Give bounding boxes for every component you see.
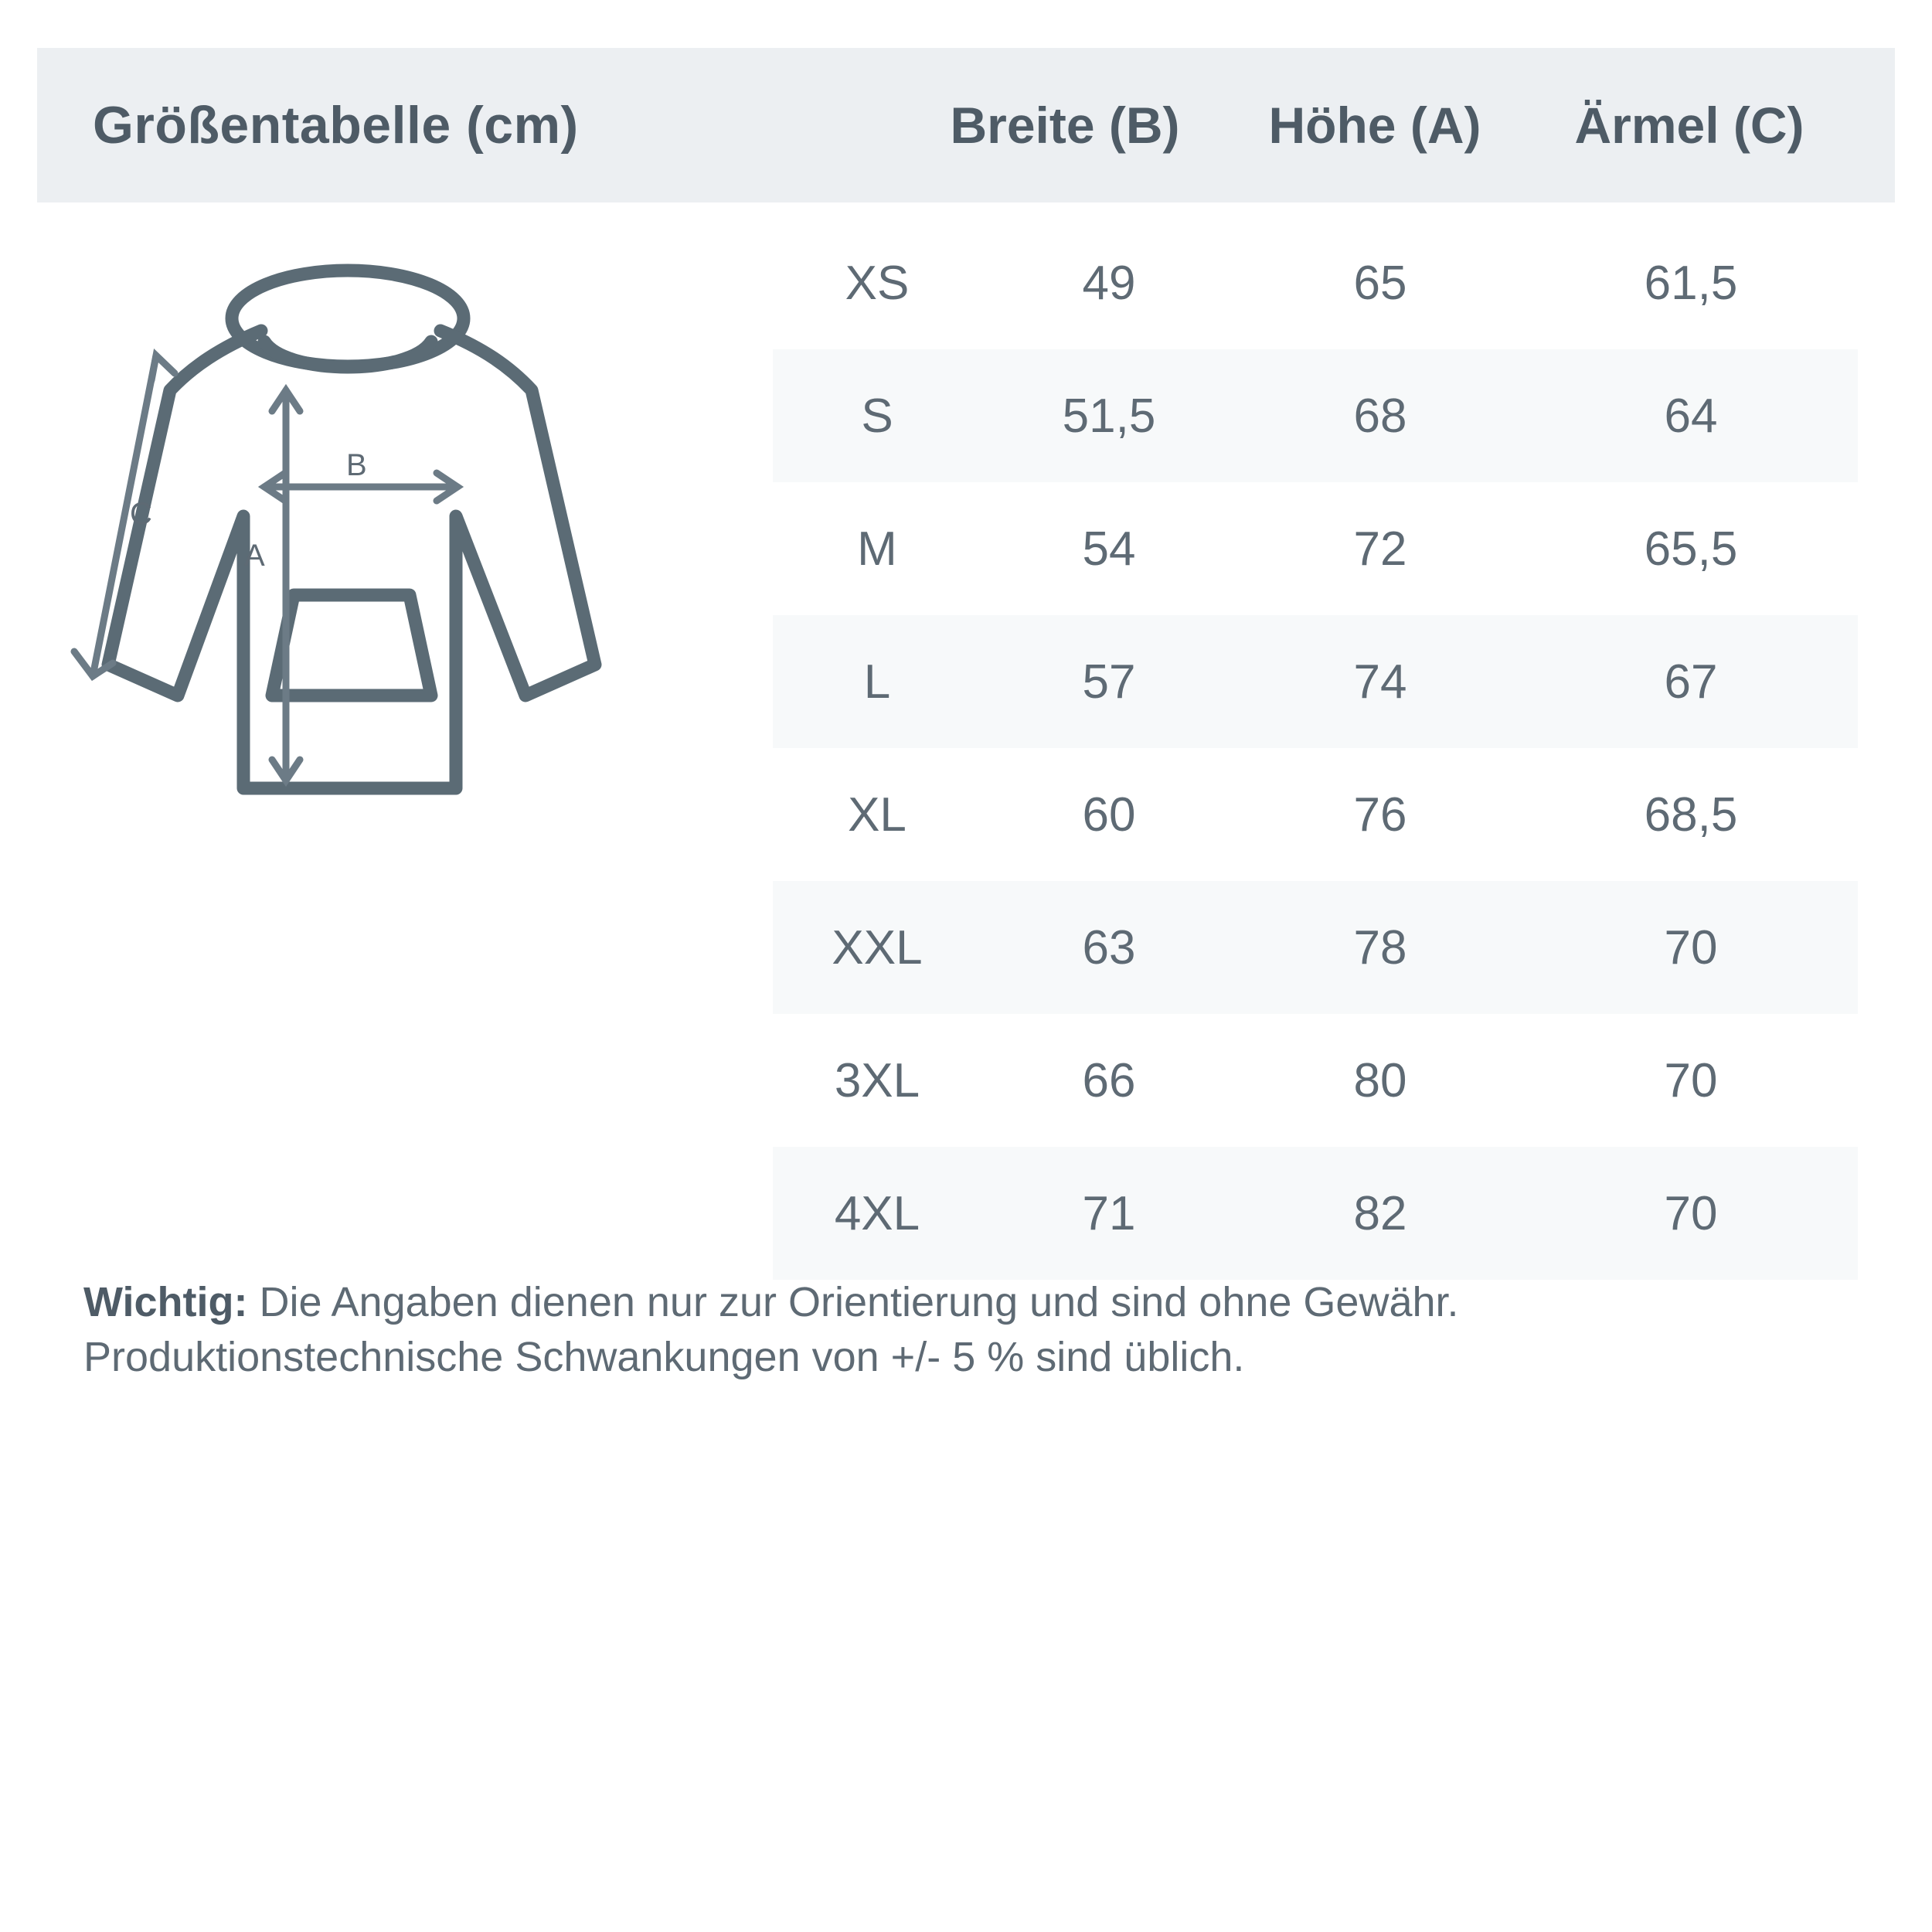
cell-breite: 71 xyxy=(1082,1186,1136,1240)
table-header-band xyxy=(37,48,1895,202)
cell-hoehe: 68 xyxy=(1353,389,1407,443)
cell-size: XS xyxy=(845,256,910,310)
table-row xyxy=(773,216,1858,349)
cell-aermel: 67 xyxy=(1664,655,1718,709)
column-header-hoehe: Höhe (A) xyxy=(1268,97,1481,154)
table-row xyxy=(773,748,1858,881)
table-row xyxy=(773,615,1858,748)
cell-breite: 60 xyxy=(1082,787,1136,842)
table-row xyxy=(773,482,1858,615)
size-table xyxy=(773,216,1858,1280)
cell-size: 4XL xyxy=(834,1186,920,1240)
column-header-breite: Breite (B) xyxy=(950,97,1180,154)
cell-aermel: 65,5 xyxy=(1644,522,1738,576)
cell-hoehe: 76 xyxy=(1353,787,1407,842)
cell-aermel: 70 xyxy=(1664,920,1718,975)
cell-size: XXL xyxy=(832,920,923,975)
table-row xyxy=(773,881,1858,1014)
label-b: B xyxy=(346,448,367,482)
cell-size: 3XL xyxy=(834,1053,920,1107)
disclaimer-note xyxy=(83,1275,1861,1386)
cell-breite: 54 xyxy=(1082,522,1136,576)
hoodie-diagram-icon xyxy=(62,232,757,850)
cell-aermel: 68,5 xyxy=(1644,787,1738,842)
cell-hoehe: 65 xyxy=(1353,256,1407,310)
cell-hoehe: 78 xyxy=(1353,920,1407,975)
cell-hoehe: 80 xyxy=(1353,1053,1407,1107)
label-c: C xyxy=(130,497,152,531)
page-title: Größentabelle (cm) xyxy=(93,96,579,155)
cell-hoehe: 72 xyxy=(1353,522,1407,576)
cell-aermel: 70 xyxy=(1664,1186,1718,1240)
cell-size: S xyxy=(861,389,893,443)
cell-aermel: 61,5 xyxy=(1644,256,1738,310)
table-row xyxy=(773,349,1858,482)
cell-aermel: 70 xyxy=(1664,1053,1718,1107)
table-row xyxy=(773,1147,1858,1280)
label-a: A xyxy=(244,539,265,573)
cell-aermel: 64 xyxy=(1664,389,1718,443)
table-row xyxy=(773,1014,1858,1147)
cell-breite: 51,5 xyxy=(1062,389,1156,443)
cell-hoehe: 74 xyxy=(1353,655,1407,709)
cell-breite: 49 xyxy=(1082,256,1136,310)
cell-size: L xyxy=(863,655,891,709)
cell-hoehe: 82 xyxy=(1353,1186,1407,1240)
column-headers xyxy=(810,48,1895,202)
cell-breite: 63 xyxy=(1082,920,1136,975)
disclaimer-label: Wichtig: xyxy=(83,1279,248,1325)
cell-size: XL xyxy=(848,787,906,842)
cell-breite: 66 xyxy=(1082,1053,1136,1107)
cell-breite: 57 xyxy=(1082,655,1136,709)
cell-size: M xyxy=(857,522,897,576)
disclaimer-text: Die Angaben dienen nur zur Orientierung und sind ohne Gewähr. Produktionstechnische Schwankungen von +/- 5 % sind üblich. xyxy=(83,1279,1459,1381)
column-header-aermel: Ärmel (C) xyxy=(1574,97,1804,154)
